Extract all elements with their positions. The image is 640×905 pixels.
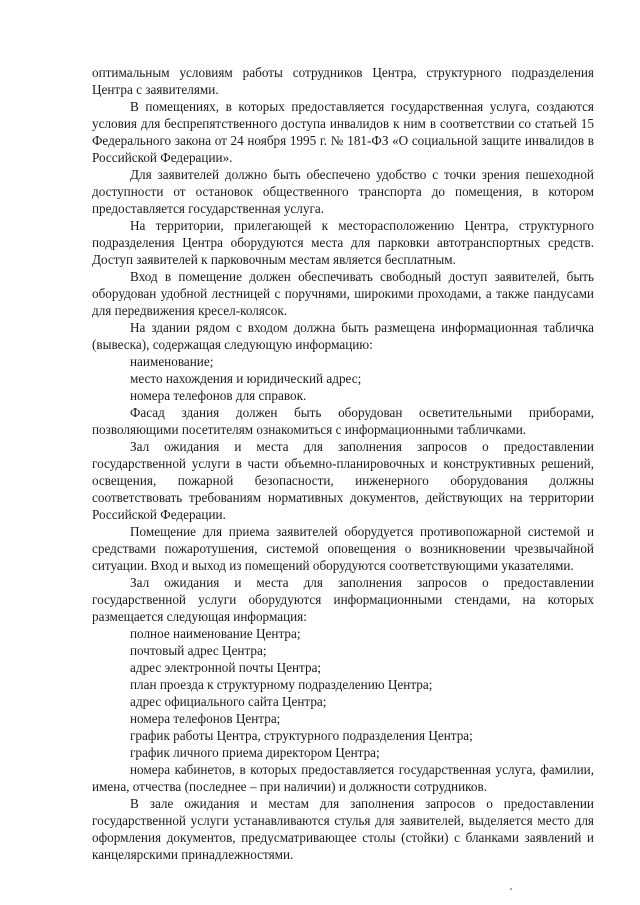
list-item: график работы Центра, структурного подразделения Центра;	[130, 728, 473, 743]
list-item: наименование;	[130, 354, 214, 369]
continuation-paragraph: оптимальным условиям работы сотрудников Центра, структурного подразделения Центра с заявителями.	[92, 65, 594, 97]
list-item: полное наименование Центра;	[130, 626, 301, 641]
info-stands-list	[92, 625, 594, 761]
list-item: график личного приема директором Центра;	[130, 745, 380, 760]
document-body	[92, 64, 594, 863]
fire-safety-paragraph: Помещение для приема заявителей оборудуется противопожарной системой и средствами пожаротушения, системой оповещения о возникновении чрезвычайной ситуации. Вход и выход из помещений оборудуются соответствующими указателями.	[92, 524, 594, 573]
facade-paragraph: Фасад здания должен быть оборудован осветительными приборами, позволяющими посетителям ознакомиться с информационными табличками.	[92, 405, 594, 437]
list-item: место нахождения и юридический адрес;	[130, 371, 362, 386]
convenience-paragraph: Для заявителей должно быть обеспечено удобство с точки зрения пешеходной доступности от остановок общественного транспорта до помещения, в котором предоставляется государственная услуга.	[92, 167, 594, 216]
premises-paragraph: В помещениях, в которых предоставляется государственная услуга, создаются условия для беспрепятственного доступа инвалидов к ним в соответствии со статьей 15 Федерального закона от 24 ноября 1995 г. № 181-ФЗ «О социальной защите инвалидов в Российской Федерации».	[92, 99, 594, 165]
signboard-list	[92, 353, 594, 404]
list-item: план проезда к структурному подразделению Центра;	[130, 677, 433, 692]
info-stands-paragraph: Зал ожидания и места для заполнения запросов о предоставлении государственной услуги оборудуются информационными стендами, на которых размещается следующая информация:	[92, 575, 594, 624]
chairs-paragraph: В зале ожидания и местам для заполнения запросов о предоставлении государственной услуги устанавливаются стулья для заявителей, выделяется место для оформления документов, предусматривающее столы (стойки) с бланками заявлений и канцелярскими принадлежностями.	[92, 796, 594, 862]
entrance-paragraph: Вход в помещение должен обеспечивать свободный доступ заявителей, быть оборудован удобной лестницей с поручнями, широкими проходами, а также пандусами для передвижения кресел-колясок.	[92, 269, 594, 318]
list-item: адрес электронной почты Центра;	[130, 660, 322, 675]
list-item: номера телефонов Центра;	[130, 711, 281, 726]
signboard-paragraph: На здании рядом с входом должна быть размещена информационная табличка (вывеска), содержащая следующую информацию:	[92, 320, 594, 352]
cabinet-numbers-paragraph: номера кабинетов, в которых предоставляется государственная услуга, фамилии, имена, отчества (последнее – при наличии) и должности сотрудников.	[92, 762, 594, 794]
list-item: почтовый адрес Центра;	[130, 643, 267, 658]
list-item: адрес официального сайта Центра;	[130, 694, 327, 709]
waiting-requirements-paragraph: Зал ожидания и места для заполнения запросов о предоставлении государственной услуги в части объемно-планировочных и конструктивных решений, освещения, пожарной безопасности, инженерного оборудования должны соответствовать требованиям нормативных документов, действующих на территории Российской Федерации.	[92, 439, 594, 522]
scan-artifact-dot	[510, 888, 512, 890]
parking-paragraph: На территории, прилегающей к месторасположению Центра, структурного подразделения Центра оборудуются места для парковки автотранспортных средств. Доступ заявителей к парковочным местам является бесплатным.	[92, 218, 594, 267]
list-item: номера телефонов для справок.	[130, 388, 307, 403]
